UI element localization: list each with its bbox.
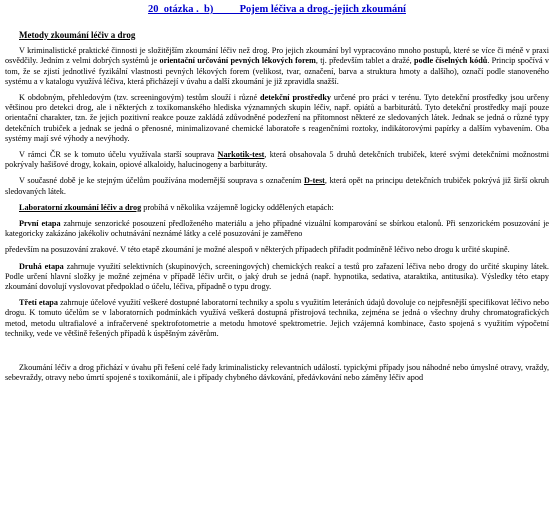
paragraph-8: [5, 262, 549, 293]
subheading: Laboratorní zkoumání léčiv a drog: [19, 202, 142, 212]
text: , která opět na principu detekčních trubiček pokrývá již širší okruh sledovaných látek.: [5, 176, 549, 196]
text: , která obsahovala 5 druhů detekčních trubiček, které svými detekčními možnostmi pokrývaly hašišové drogy, kokain, opiové alkaloidy, halucinogeny a barbituráty.: [5, 150, 549, 170]
text: probíhá v několika vzájemně logicky oddělených etapách:: [141, 202, 334, 212]
paragraph-9: [5, 298, 549, 339]
page-title: 20 otázka . b) Pojem léčiva a drog.-jejich zkoumání: [148, 4, 406, 15]
text: zahrnuje využití selektivních (skupinových, screeningových) chemických reakcí a testů pro zařazení léčiva nebo drogy do určité skupiny látek. Podle určení hlavní složky je možné zejména v případě léčiv určit, o jaký druh se jedná (např. hypnotika, sedativa, ataraktika, antitusika). Výsledky této etapy zkoumání dovolují vyslovovat předpoklad o účelu, léčiva, případně o typu drogy.: [5, 261, 549, 292]
text: , tj. především tablet a dražé,: [315, 56, 415, 66]
document-body: [5, 30, 549, 389]
paragraph-4: [5, 176, 549, 196]
bold-term: podle číselných kódů: [414, 56, 488, 66]
bold-term: První etapa: [19, 219, 61, 229]
text: V rámci ČR se k tomuto účelu využívala starší souprava: [19, 150, 218, 160]
bold-term: Třetí etapa: [19, 298, 58, 308]
paragraph-3: [5, 150, 549, 170]
bold-term: Druhá etapa: [19, 261, 64, 271]
paragraph-6: [5, 219, 549, 239]
text: určené pro práci v terénu. Tyto detekční prostředky jsou určeny většinou pro detekci drog, ale i některých z toxikomanského hlediska významných skupin léčiv, např. opiátů a barbiturátů. Tyto detekční prostředky mají pouze orientační charakter, tzn. že jejich pozitivní reakce pouze zakládá zdůvodněné podezření na přítomnost některé ze sledovaných látek. Jednak se jedná o různé typy detekčních trubiček a jednak se jedná o přenosné, minimalizované chemické laboratoře s reagenčními roztoky, indikátorovými papírky a dalším vybavením. Oba systémy mají své výhody a nevýhody.: [5, 93, 549, 143]
paragraph-1: [5, 46, 549, 87]
spacer: [5, 345, 549, 363]
bold-term: detekční prostředky: [260, 93, 331, 103]
paragraph-7: především na posuzování zrakové. V této etapě zkoumání je možné alespoň v některých případech přiřadit podmíněně léčivo nebo drogu k určité skupině.: [5, 245, 510, 255]
paragraph-2: [5, 93, 549, 144]
section-heading: Metody zkoumání léčiv a drog: [19, 30, 136, 40]
paragraph-10: Zkoumání léčiv a drog přichází v úvahu při řešení celé řady kriminalisticky relevantních událostí. typickými případy jsou náhodné nebo úmyslné otravy, vraždy, sebevraždy, otravy nebo úmrtí spojené s toxikománií, ale i případy chybného dávkování, předávkování nebo záměny léčiv apod: [5, 363, 549, 383]
text: V kriminalistické praktické činnosti je složitějším zkoumání léčiv než drog. Pro jejich zkoumání byl vypracováno mnoho postupů, které se více či méně v praxi osvědčily. Jedním z velmi dobrých systémů je: [5, 46, 549, 66]
text: K obdobným, přehledovým (tzv. screeningovým) testům slouží i různé: [19, 93, 261, 103]
bold-term: D-test: [303, 176, 325, 186]
text: . Princip spočívá v tom, že se zjistí jednotlivé fyzikální vlastnosti pevných lékových forem (velikost, tvar, označení, barva a struktura hmoty a dalšího), označí podle stanoveného systému a v katalogu využívá léčiva, která přicházejí v úvahu a další zkoumání je již zpravidla snažší.: [5, 56, 550, 86]
text: zahrnuje senzorické posouzení předloženého materiálu a jeho případné vizuální komparování se sbírkou etalonů. Při senzorickém posuzování je kategoricky zakázáno jakékoliv ochutnávání neznámé látky a celé posuzování je zaměřeno: [5, 219, 549, 239]
bold-term: orientační určování pevných lékových forem: [159, 56, 316, 66]
text: V současné době je ke stejným účelům používána modernější souprava s označením: [19, 176, 304, 186]
text: zahrnuje účelové využití veškeré dostupné laboratorní techniky a spolu s využitím leteráních údajů dovoluje co nejpřesnější specifikovat léčivo nebo drogu. K tomuto účelům se v laboratorních podmínkách využívá veškerá dostupná přístrojová technika, zejména se jedná o všechny druhy chromatografických metod, metodu ultrafialové a infračervené spektrofotometrie a metodu hmotové spektrometrie. Jejich vzájemná kombinace, často spojená s využitím výpočetní techniky, vede ve většině řešených případů k úspěšným závěrům.: [5, 298, 549, 338]
bold-term: Narkotik-test: [217, 150, 265, 160]
paragraph-5: [5, 203, 549, 213]
